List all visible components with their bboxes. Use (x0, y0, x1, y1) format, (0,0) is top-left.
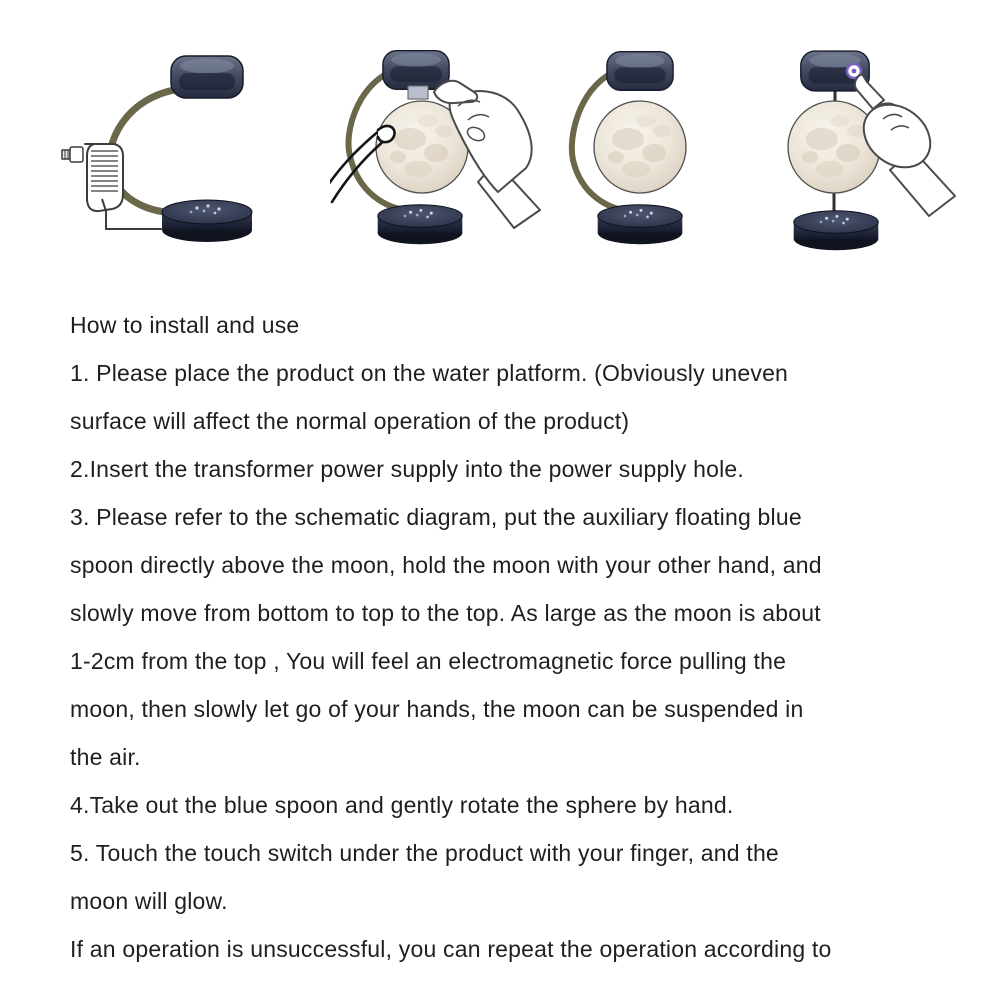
instruction-line: spoon directly above the moon, hold the moon with your other hand, and (70, 552, 822, 578)
instructions-text-block (70, 301, 950, 973)
step3-moon-levitating-illustration (555, 42, 740, 254)
magnet-disc (383, 51, 449, 90)
base-station (598, 205, 683, 244)
touch-switch-button-dot (852, 69, 857, 74)
base-station (162, 200, 252, 242)
step4-touch-switch-illustration (775, 38, 1000, 258)
instructions-title: How to install and use (70, 312, 300, 338)
magnet-disc (171, 56, 243, 98)
step2-place-moon-illustration (330, 42, 565, 254)
instruction-line: 2.Insert the transformer power supply into the power supply hole. (70, 456, 744, 482)
installation-steps-illustration (0, 0, 1000, 295)
instruction-line: 3. Please refer to the schematic diagram, put the auxiliary floating blue (70, 504, 802, 530)
floating-spacer-spoon (408, 86, 428, 99)
base-station (794, 211, 879, 250)
power-cord (106, 211, 163, 229)
instruction-line: 5. Touch the touch switch under the product with your finger, and the (70, 840, 779, 866)
instruction-line: slowly move from bottom to top to the top. As large as the moon is about (70, 600, 821, 626)
step1-plug-power-illustration (50, 45, 270, 250)
moon-sphere (788, 101, 880, 193)
moon-sphere (594, 101, 686, 193)
instruction-line: 4.Take out the blue spoon and gently rotate the sphere by hand. (70, 792, 734, 818)
instruction-line: 1. Please place the product on the water platform. (Obviously uneven (70, 360, 789, 386)
magnet-disc (607, 52, 673, 91)
instruction-line: 1-2cm from the top , You will feel an electromagnetic force pulling the (70, 648, 787, 674)
power-adapter-icon (62, 144, 163, 229)
instruction-line: moon will glow. (70, 888, 228, 914)
instruction-line: moon, then slowly let go of your hands, the moon can be suspended in (70, 696, 804, 722)
instruction-line: the air. (70, 744, 141, 770)
instruction-line: If an operation is unsuccessful, you can repeat the operation according to (70, 936, 832, 962)
instruction-line: surface will affect the normal operation of the product) (70, 408, 630, 434)
base-station (378, 205, 463, 244)
